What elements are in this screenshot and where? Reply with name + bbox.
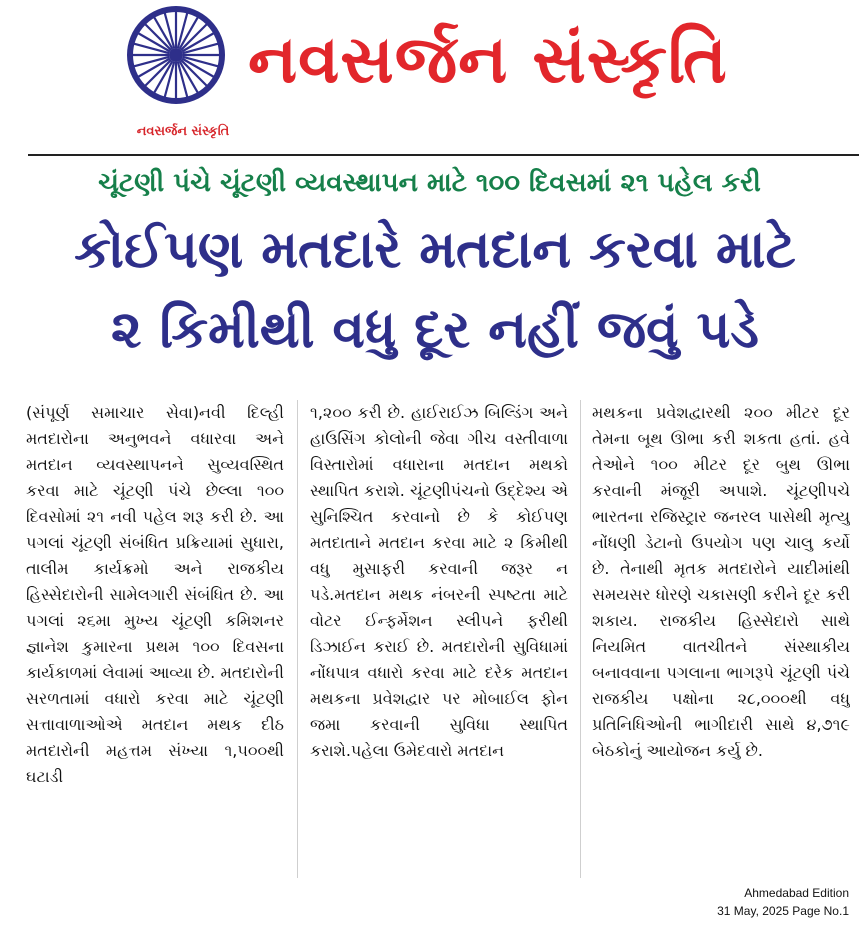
masthead (0, 0, 859, 155)
article-body (26, 400, 852, 878)
column-divider (580, 400, 581, 878)
body-column-3: મથકના પ્રવેશદ્વારથી ૨૦૦ મીટર દૂર તેમના બૂથ ઊભા કરી શકતા હતાં. હવે તેઓને ૧૦૦ મીટર દૂર બુથ ઊભા કરવાની મંજૂરી અપાશે. ચૂંટણીપચે ભારતના રજિસ્ટ્રાર જનરલ પાસેથી મૃત્યુ નોંધણી ડેટાનો ઉપયોગ પણ ચાલુ કર્યો છે. તેનાથી મૃતક મતદારોને યાદીમાંથી સમયસર ધોરણે ચકાસણી કરીને દૂર કરી શકાય. રાજકીય હિસ્સેદારો સાથે નિયમિત વાતચીતને સંસ્થાકીય બનાવવાના પગલાના ભાગરૂપે ચૂંટણી પંચે રાજકીય પક્ષોના ૨૮,૦૦૦થી વધુ પ્રતિનિધિઓની ભાગીદારી સાથે ૪,૭૧૯ બેઠકોનું આયોજન કર્યુ છે. (592, 403, 850, 760)
wheel-spoke (145, 24, 171, 50)
body-column-1: (સંપૂર્ણ સમાચાર સેવા)નવી દિલ્હી મતદારોના અનુભવને વધારવા અને મતદાન વ્યવસ્થાપનને સુવ્યવસ્થિત કરવા માટે ચૂંટણી પંચે છેલ્લા ૧૦૦ દિવસોમાં ૨૧ નવી પહેલ શરૂ કરી છે. આ પગલાં ચૂંટણી સંબંધિત પ્રક્રિયામાં સુધારા, તાલીમ કાર્યક્રમો અને રાજકીય હિસ્સેદારોની સામેલગારી સંબંધિત છે. આ પગલાં ૨૬મા મુખ્ય ચૂંટણી કમિશનર જ્ઞાનેશ કુમારના પ્રથમ ૧૦૦ દિવસના કાર્યકાળમાં લેવામાં આવ્યા છે. મતદારોની સરળતામાં વધારો કરવા માટે ચૂંટણી સત્તાવાળાઓએ મતદાન મથક દીઠ મતદારોની મહત્તમ સંખ્યા ૧,૫૦૦થી ઘટાડી (26, 403, 284, 786)
newspaper-title: નવસર્જન સંસ્કૃતિ (248, 21, 728, 98)
masthead-divider (28, 154, 859, 156)
body-column-2: ૧,૨૦૦ કરી છે. હાઈરાઈઝ બિલ્ડિંગ અને હાઉસિંગ કોલોની જેવા ગીચ વસ્તીવાળા વિસ્તારોમાં વધારાના મતદાન મથકો સ્થાપિત કરાશે. ચૂંટણીપંચનો ઉદ્દેશ્ય એ સુનિશ્ચિત કરવાનો છે કે કોઈપણ મતદાતાને મતદાન કરવા માટે ૨ કિમીથી વધુ મુસાફરી કરવાની જરૂર ન પડે.મતદાન મથક નંબરની સ્પષ્ટતા માટે વોટર ઈન્ફર્મેશન સ્લીપને ફરીથી ડિઝાઈન કરાઈ છે. મતદારોની સુવિધામાં નોંધપાત્ર વધારો કરવા માટે દરેક મતદાન મથકના પ્રવેશદ્વાર પર મોબાઈલ ફોન જમા કરવાની સુવિધા સ્થાપિત કરાશે.પહેલા ઉમેદવારો મતદાન (310, 403, 568, 760)
column-divider (297, 400, 298, 878)
article-headline (20, 210, 850, 370)
edition-date-page: 31 May, 2025 Page No.1 (717, 904, 849, 918)
headline-line-2: ૨ કિમીથી વધુ દૂર નહીં જવું પડે (111, 300, 759, 360)
edition-name: Ahmedabad Edition (744, 886, 849, 900)
article-kicker: ચૂંટણી પંચે ચૂંટણી વ્યવસ્થાપન માટે ૧૦૦ દિવસમાં ૨૧ પહેલ કરી (98, 168, 761, 198)
wheel-spoke (145, 60, 171, 86)
edition-info (717, 884, 849, 920)
wheel-spoke (181, 24, 207, 50)
ashoka-chakra-logo-icon (126, 5, 226, 105)
wheel-spoke (181, 60, 207, 86)
logo-caption: નવસર્જન સંસ્કૃતિ (136, 124, 230, 139)
headline-line-1: કોઈપણ મતદારે મતદાન કરવા માટે (74, 220, 796, 280)
